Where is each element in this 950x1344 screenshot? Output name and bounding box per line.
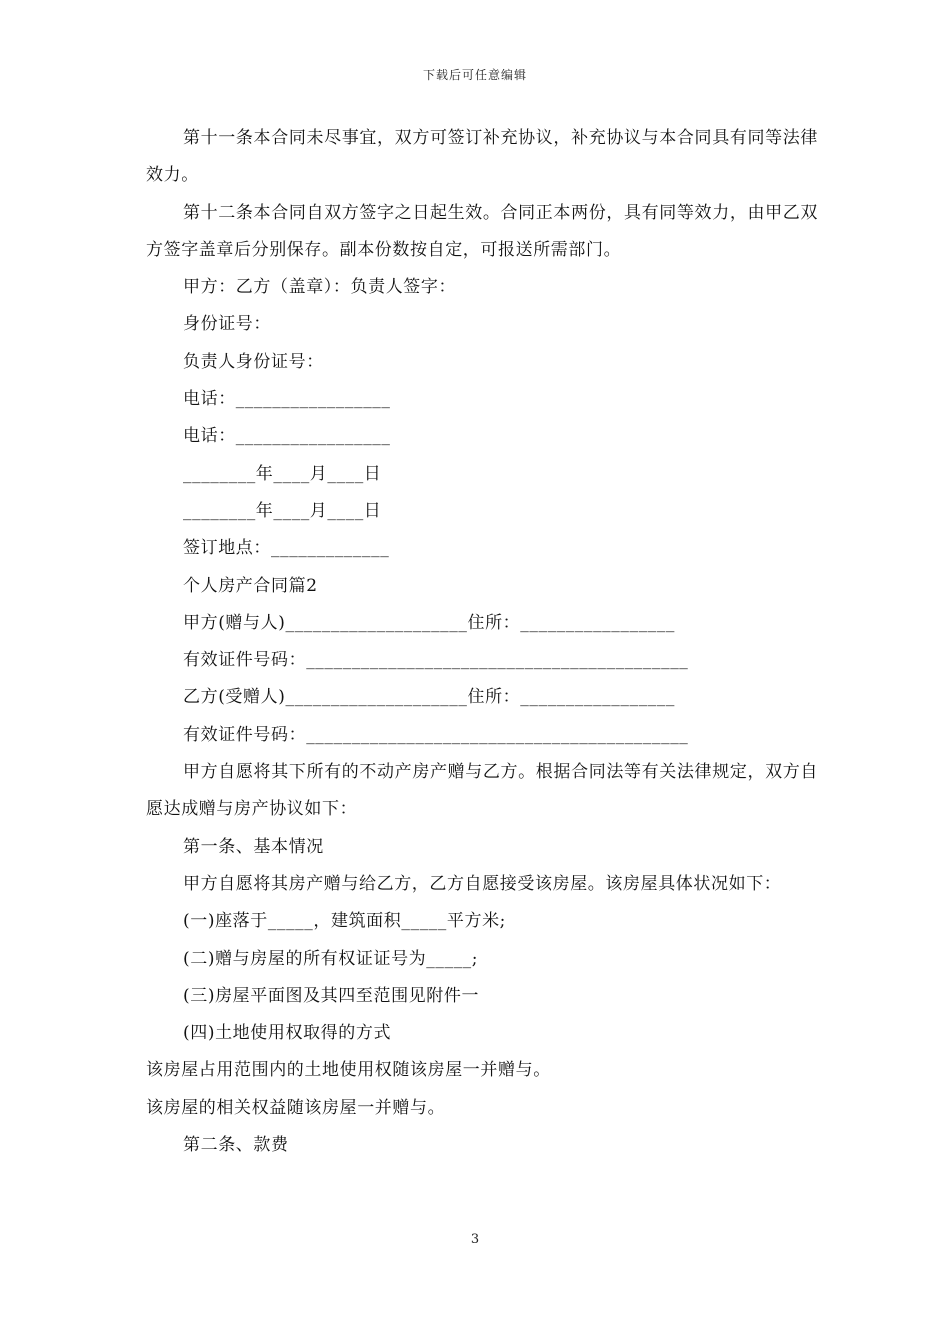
item-floor-plan: (三)房屋平面图及其四至范围见附件一 [183,985,480,1006]
page-header: 下载后可任意编辑 [422,68,527,82]
party-b-donee-line: 乙方(受赠人)____________________住所：_________________ [183,687,675,708]
document-body [146,120,818,1164]
party-b-id-line: 有效证件号码：__________________________________________ [183,724,689,745]
page-number: 3 [470,1232,480,1247]
land-use-note: 该房屋占用范围内的土地使用权随该房屋一并赠与。 [146,1060,551,1081]
item-certificate: (二)赠与房屋的所有权证证号为_____; [183,948,479,969]
date-line-1: ________年____月____日 [183,463,382,484]
article-1-heading: 第一条、基本情况 [183,836,324,857]
paragraph-agreement-intro: 甲方自愿将其下所有的不动产房产赠与乙方。根据合同法等有关法律规定，双方自愿达成赠与房产协议如下： [146,762,818,820]
section-title: 个人房产合同篇2 [183,575,318,596]
responsible-id-number-line: 负责人身份证号： [183,351,324,372]
id-number-line: 身份证号： [183,314,271,335]
phone-line-2: 电话：_________________ [183,426,391,447]
signing-place-line: 签订地点：_____________ [183,538,390,559]
article-2-heading: 第二条、款费 [183,1135,289,1156]
phone-line-1: 电话：_________________ [183,389,391,410]
item-location: (一)座落于_____，建筑面积_____平方米; [183,911,506,932]
item-land-use: (四)土地使用权取得的方式 [183,1023,392,1044]
party-a-donor-line: 甲方(赠与人)____________________住所：_________________ [183,612,675,633]
paragraph-article-12: 第十二条本合同自双方签字之日起生效。合同正本两份，具有同等效力，由甲乙双方签字盖章后分别保存。副本份数按自定，可报送所需部门。 [146,202,818,260]
paragraph-article-11: 第十一条本合同未尽事宜，双方可签订补充协议，补充协议与本合同具有同等法律效力。 [146,128,818,186]
signature-line-parties: 甲方：乙方（盖章）：负责人签字： [183,277,457,298]
date-line-2: ________年____月____日 [183,500,382,521]
paragraph-property-gift: 甲方自愿将其房产赠与给乙方，乙方自愿接受该房屋。该房屋具体状况如下： [183,873,782,894]
party-a-id-line: 有效证件号码：__________________________________________ [183,650,689,671]
rights-note: 该房屋的相关权益随该房屋一并赠与。 [146,1097,446,1118]
